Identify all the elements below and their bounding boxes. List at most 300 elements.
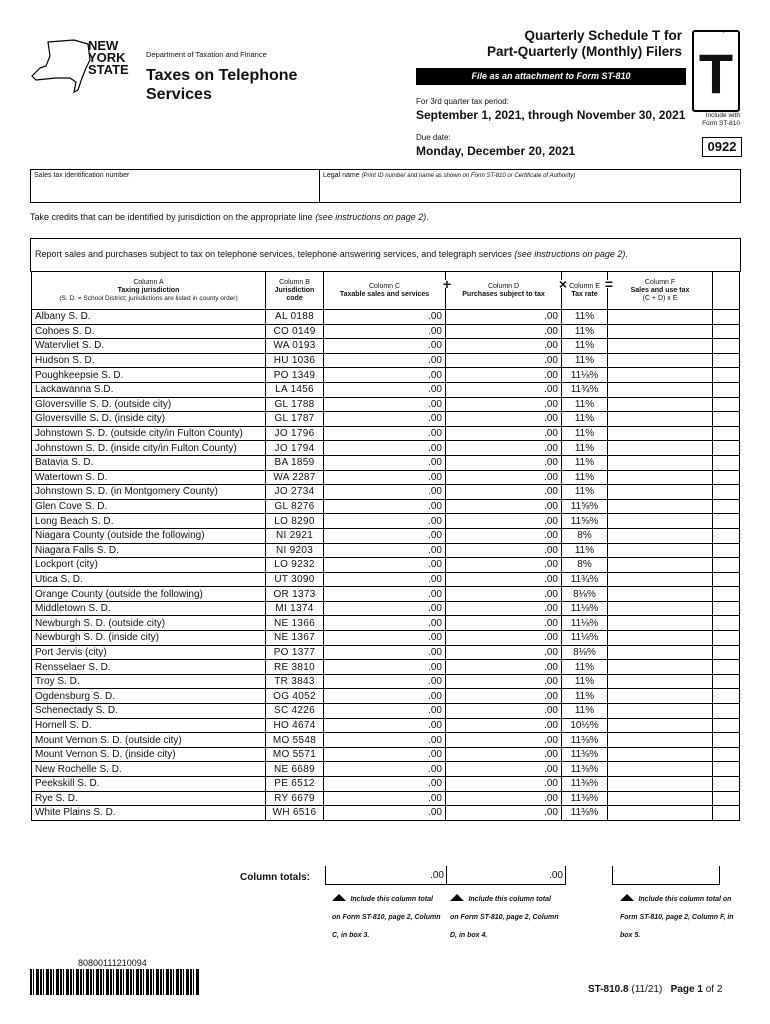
- jurisdiction-code: RY 6679: [266, 791, 324, 806]
- tax-rate: 8%: [562, 528, 608, 543]
- sales-use-tax-field[interactable]: [608, 514, 713, 529]
- form-title-line1: Taxes on Telephone: [146, 67, 298, 84]
- row-spacer: [713, 528, 740, 543]
- sales-use-tax-field[interactable]: [608, 426, 713, 441]
- taxable-sales-field[interactable]: .00: [324, 689, 446, 704]
- total-d-note: Include this column total on Form ST-810, page 2, Column D, in box 4.: [450, 896, 559, 939]
- purchases-field[interactable]: .00: [446, 324, 562, 339]
- table-row: [32, 514, 740, 529]
- taxable-sales-field[interactable]: .00: [324, 718, 446, 733]
- jurisdiction-code: RE 3810: [266, 660, 324, 675]
- jurisdiction-name: Johnstown S. D. (inside city/in Fulton County): [32, 441, 266, 456]
- row-spacer: [713, 733, 740, 748]
- jurisdiction-code: WH 6516: [266, 806, 324, 821]
- taxable-sales-field[interactable]: .00: [324, 631, 446, 646]
- jurisdiction-name: Rensselaer S. D.: [32, 660, 266, 675]
- taxable-sales-field[interactable]: .00: [324, 310, 446, 325]
- taxable-sales-field[interactable]: .00: [324, 339, 446, 354]
- taxable-sales-field[interactable]: .00: [324, 514, 446, 529]
- col-c-header: [324, 272, 451, 310]
- tax-rate: 8⅛%: [562, 587, 608, 602]
- jurisdiction-name: Hudson S. D.: [32, 353, 266, 368]
- jurisdiction-code: MO 5571: [266, 747, 324, 762]
- sales-use-tax-field[interactable]: [608, 601, 713, 616]
- sales-use-tax-field[interactable]: [608, 689, 713, 704]
- purchases-field[interactable]: .00: [446, 616, 562, 631]
- taxable-sales-field[interactable]: .00: [324, 645, 446, 660]
- sales-use-tax-field[interactable]: [608, 616, 713, 631]
- column-totals-label: Column totals:: [240, 872, 310, 883]
- tax-rate: 11⅜%: [562, 806, 608, 821]
- taxable-sales-field[interactable]: .00: [324, 747, 446, 762]
- jurisdiction-code: JO 1796: [266, 426, 324, 441]
- jurisdiction-table: [31, 271, 740, 821]
- purchases-field[interactable]: .00: [446, 485, 562, 500]
- taxable-sales-field[interactable]: .00: [324, 777, 446, 792]
- purchases-field[interactable]: .00: [446, 455, 562, 470]
- table-row: [32, 733, 740, 748]
- jurisdiction-name: Ogdensburg S. D.: [32, 689, 266, 704]
- row-spacer: [713, 762, 740, 777]
- purchases-field[interactable]: .00: [446, 791, 562, 806]
- jurisdiction-name: Johnstown S. D. (outside city/in Fulton County): [32, 426, 266, 441]
- jurisdiction-name: Hornell S. D.: [32, 718, 266, 733]
- row-spacer: [713, 382, 740, 397]
- tax-rate: 11%: [562, 412, 608, 427]
- purchases-field[interactable]: .00: [446, 601, 562, 616]
- jurisdiction-name: Orange County (outside the following): [32, 587, 266, 602]
- total-c-note-block: [332, 888, 442, 942]
- table-row: [32, 704, 740, 719]
- tax-rate: 11%: [562, 426, 608, 441]
- jurisdiction-name: Middletown S. D.: [32, 601, 266, 616]
- col-e-sub: Tax rate: [571, 290, 598, 298]
- sales-use-tax-field[interactable]: [608, 470, 713, 485]
- col-g-header: [713, 272, 740, 310]
- total-c-note: Include this column total on Form ST-810, page 2, Column C, in box 3.: [332, 896, 441, 939]
- sales-use-tax-field[interactable]: [608, 324, 713, 339]
- purchases-field[interactable]: .00: [446, 470, 562, 485]
- sales-use-tax-field[interactable]: [608, 441, 713, 456]
- jurisdiction-code: CO 0149: [266, 324, 324, 339]
- jurisdiction-code: WA 0193: [266, 339, 324, 354]
- logo-new: NEW: [88, 38, 119, 53]
- schedule-letter-box: [692, 30, 740, 112]
- row-spacer: [713, 310, 740, 325]
- jurisdiction-name: Newburgh S. D. (inside city): [32, 631, 266, 646]
- jurisdiction-code: LO 9232: [266, 558, 324, 573]
- tax-rate: 11%: [562, 543, 608, 558]
- taxable-sales-field[interactable]: .00: [324, 455, 446, 470]
- total-c-field[interactable]: [325, 866, 447, 885]
- sales-use-tax-field[interactable]: [608, 718, 713, 733]
- jurisdiction-name: Long Beach S. D.: [32, 514, 266, 529]
- jurisdiction-code: JO 1794: [266, 441, 324, 456]
- sales-use-tax-field[interactable]: [608, 353, 713, 368]
- total-f-note: Include this column total on Form ST-810, page 2, Column F, in box 5.: [620, 896, 734, 939]
- jurisdiction-code: NE 1367: [266, 631, 324, 646]
- jurisdiction-code: MO 5548: [266, 733, 324, 748]
- sales-use-tax-field[interactable]: [608, 791, 713, 806]
- jurisdiction-name: Cohoes S. D.: [32, 324, 266, 339]
- footer-form-id: ST-810.8: [588, 984, 629, 995]
- sales-use-tax-field[interactable]: [608, 631, 713, 646]
- table-row: [32, 353, 740, 368]
- taxable-sales-field[interactable]: .00: [324, 324, 446, 339]
- taxable-sales-field[interactable]: .00: [324, 397, 446, 412]
- report-note-box: Report sales and purchases subject to tax on telephone services, telephone answering services, and telegraph services (see instructions on page 2).: [30, 238, 741, 272]
- sales-use-tax-field[interactable]: [608, 499, 713, 514]
- jurisdiction-code: PO 1377: [266, 645, 324, 660]
- jurisdiction-name: Gloversville S. D. (inside city): [32, 412, 266, 427]
- logo-state: STATE: [88, 62, 129, 77]
- purchases-field[interactable]: .00: [446, 587, 562, 602]
- tax-rate: 8%: [562, 558, 608, 573]
- table-row: [32, 426, 740, 441]
- taxable-sales-field[interactable]: .00: [324, 791, 446, 806]
- sales-tax-id-field[interactable]: [30, 169, 320, 203]
- col-a-header: [32, 272, 266, 310]
- tax-rate: 11⅝%: [562, 499, 608, 514]
- col-a-sub: Taxing jurisdiction: [117, 286, 180, 294]
- sales-use-tax-field[interactable]: [608, 747, 713, 762]
- total-d-field[interactable]: [446, 866, 566, 885]
- table-row: [32, 631, 740, 646]
- tax-rate: 11%: [562, 353, 608, 368]
- jurisdiction-name: Schenectady S. D.: [32, 704, 266, 719]
- tax-rate: 11%: [562, 704, 608, 719]
- table-row: [32, 587, 740, 602]
- jurisdiction-code: BA 1859: [266, 455, 324, 470]
- purchases-field[interactable]: .00: [446, 674, 562, 689]
- nys-logo: [30, 38, 140, 94]
- jurisdiction-code: HO 4674: [266, 718, 324, 733]
- taxable-sales-field[interactable]: .00: [324, 674, 446, 689]
- row-spacer: [713, 499, 740, 514]
- table-row: [32, 441, 740, 456]
- purchases-field[interactable]: .00: [446, 543, 562, 558]
- sales-use-tax-field[interactable]: [608, 528, 713, 543]
- purchases-field[interactable]: .00: [446, 339, 562, 354]
- taxable-sales-field[interactable]: .00: [324, 441, 446, 456]
- tax-rate: 11⅜%: [562, 762, 608, 777]
- due-date: Monday, December 20, 2021: [416, 144, 576, 158]
- purchases-field[interactable]: .00: [446, 499, 562, 514]
- purchases-field[interactable]: .00: [446, 382, 562, 397]
- total-c-value: .00: [430, 870, 444, 881]
- taxable-sales-field[interactable]: .00: [324, 382, 446, 397]
- jurisdiction-name: White Plains S. D.: [32, 806, 266, 821]
- col-f-sub2: (C + D) x E: [642, 294, 678, 302]
- legal-name-field[interactable]: [319, 169, 741, 203]
- row-spacer: [713, 572, 740, 587]
- row-spacer: [713, 558, 740, 573]
- purchases-field[interactable]: .00: [446, 310, 562, 325]
- table-row: [32, 485, 740, 500]
- purchases-field[interactable]: .00: [446, 558, 562, 573]
- tax-rate: 11¾%: [562, 572, 608, 587]
- row-spacer: [713, 718, 740, 733]
- schedule-title-line2: Part-Quarterly (Monthly) Filers: [486, 44, 682, 59]
- sales-use-tax-field[interactable]: [608, 397, 713, 412]
- table-row: [32, 645, 740, 660]
- table-row: [32, 791, 740, 806]
- jurisdiction-name: Watervliet S. D.: [32, 339, 266, 354]
- purchases-field[interactable]: .00: [446, 777, 562, 792]
- jurisdiction-code: HU 1036: [266, 353, 324, 368]
- form-title-line2: Services: [146, 86, 212, 103]
- row-spacer: [713, 441, 740, 456]
- due-date-label: Due date:: [416, 133, 451, 142]
- row-spacer: [713, 455, 740, 470]
- credits-note: Take credits that can be identified by jurisdiction on the appropriate line: [30, 212, 313, 222]
- taxable-sales-field[interactable]: .00: [324, 412, 446, 427]
- col-b-sub2: code: [286, 294, 303, 302]
- purchases-field[interactable]: .00: [446, 762, 562, 777]
- department-name: Department of Taxation and Finance: [146, 50, 267, 59]
- sales-use-tax-field[interactable]: [608, 645, 713, 660]
- purchases-field[interactable]: .00: [446, 806, 562, 821]
- tax-rate: 11⅜%: [562, 777, 608, 792]
- jurisdiction-name: New Rochelle S. D.: [32, 762, 266, 777]
- sales-use-tax-field[interactable]: [608, 543, 713, 558]
- report-note-ref: (see instructions on page 2): [514, 249, 626, 259]
- purchases-field[interactable]: .00: [446, 645, 562, 660]
- taxable-sales-field[interactable]: .00: [324, 572, 446, 587]
- jurisdiction-code: AL 0188: [266, 310, 324, 325]
- tax-rate: 11⅜%: [562, 733, 608, 748]
- table-row: [32, 558, 740, 573]
- schedule-title-line1: Quarterly Schedule T for: [524, 28, 682, 43]
- tax-rate: 11%: [562, 310, 608, 325]
- col-c-title: Column C: [368, 282, 401, 290]
- tax-rate: 10½%: [562, 718, 608, 733]
- total-d-note-block: [450, 888, 560, 942]
- row-spacer: [713, 645, 740, 660]
- tax-rate: 11⅜%: [562, 747, 608, 762]
- table-row: [32, 660, 740, 675]
- purchases-field[interactable]: .00: [446, 631, 562, 646]
- purchases-field[interactable]: .00: [446, 733, 562, 748]
- jurisdiction-code: NE 6689: [266, 762, 324, 777]
- row-spacer: [713, 674, 740, 689]
- row-spacer: [713, 470, 740, 485]
- jurisdiction-code: NI 2921: [266, 528, 324, 543]
- footer-form-id-block: [588, 984, 722, 995]
- jurisdiction-code: GL 1787: [266, 412, 324, 427]
- row-spacer: [713, 514, 740, 529]
- sales-use-tax-field[interactable]: [608, 382, 713, 397]
- row-spacer: [713, 660, 740, 675]
- period-label: For 3rd quarter tax period:: [416, 97, 509, 106]
- taxable-sales-field[interactable]: .00: [324, 704, 446, 719]
- table-row: [32, 310, 740, 325]
- jurisdiction-name: Newburgh S. D. (outside city): [32, 616, 266, 631]
- equals-operator: =: [604, 276, 613, 292]
- col-b-sub1: Jurisdiction: [274, 286, 315, 294]
- taxable-sales-field[interactable]: .00: [324, 528, 446, 543]
- col-e-title: Column E: [569, 282, 600, 290]
- col-a-note: (S. D. = School District; jurisdictions are listed in county order): [59, 294, 238, 302]
- legal-name-label: Legal name: [323, 172, 360, 179]
- legal-name-note: (Print ID number and name as shown on Form ST-810 or Certificate of Authority): [361, 173, 576, 179]
- tax-rate: 11%: [562, 660, 608, 675]
- jurisdiction-code: UT 3090: [266, 572, 324, 587]
- sales-use-tax-field[interactable]: [608, 762, 713, 777]
- purchases-field[interactable]: .00: [446, 514, 562, 529]
- taxable-sales-field[interactable]: .00: [324, 660, 446, 675]
- jurisdiction-code: WA 2287: [266, 470, 324, 485]
- purchases-field[interactable]: .00: [446, 718, 562, 733]
- taxable-sales-field[interactable]: .00: [324, 368, 446, 383]
- col-b-header: [266, 272, 324, 310]
- row-spacer: [713, 426, 740, 441]
- row-spacer: [713, 412, 740, 427]
- footer-page-of: of 2: [705, 984, 723, 995]
- sales-use-tax-field[interactable]: [608, 485, 713, 500]
- row-spacer: [713, 353, 740, 368]
- jurisdiction-name: Watertown S. D.: [32, 470, 266, 485]
- jurisdiction-name: Batavia S. D.: [32, 455, 266, 470]
- sales-use-tax-field[interactable]: [608, 412, 713, 427]
- taxable-sales-field[interactable]: .00: [324, 601, 446, 616]
- purchases-field[interactable]: .00: [446, 704, 562, 719]
- col-a-title: Column A: [133, 278, 164, 286]
- col-f-sub1: Sales and use tax: [630, 286, 690, 294]
- row-spacer: [713, 485, 740, 500]
- tax-rate: 11%: [562, 470, 608, 485]
- table-row: [32, 455, 740, 470]
- taxable-sales-field[interactable]: .00: [324, 587, 446, 602]
- taxable-sales-field[interactable]: .00: [324, 470, 446, 485]
- table-row: [32, 762, 740, 777]
- taxable-sales-field[interactable]: .00: [324, 762, 446, 777]
- jurisdiction-code: LO 8290: [266, 514, 324, 529]
- purchases-field[interactable]: .00: [446, 689, 562, 704]
- taxable-sales-field[interactable]: .00: [324, 616, 446, 631]
- table-row: [32, 806, 740, 821]
- sales-use-tax-field[interactable]: [608, 777, 713, 792]
- purchases-field[interactable]: .00: [446, 747, 562, 762]
- col-d-header: [446, 272, 567, 310]
- table-row: [32, 397, 740, 412]
- barcode: [30, 969, 200, 995]
- sales-use-tax-field[interactable]: [608, 368, 713, 383]
- sales-use-tax-field[interactable]: [608, 733, 713, 748]
- table-row: [32, 747, 740, 762]
- jurisdiction-code: PO 1349: [266, 368, 324, 383]
- jurisdiction-name: Albany S. D.: [32, 310, 266, 325]
- total-f-field[interactable]: [612, 866, 720, 885]
- table-row: [32, 616, 740, 631]
- taxable-sales-field[interactable]: .00: [324, 353, 446, 368]
- tax-rate: 11%: [562, 485, 608, 500]
- jurisdiction-name: Poughkeepsie S. D.: [32, 368, 266, 383]
- tax-rate: 11⅛%: [562, 616, 608, 631]
- purchases-field[interactable]: .00: [446, 368, 562, 383]
- table-row: [32, 718, 740, 733]
- col-e-header: [562, 272, 613, 310]
- sales-use-tax-field[interactable]: [608, 660, 713, 675]
- taxable-sales-field[interactable]: .00: [324, 426, 446, 441]
- up-arrow-icon: [332, 894, 346, 901]
- purchases-field[interactable]: .00: [446, 353, 562, 368]
- row-spacer: [713, 689, 740, 704]
- col-f-header: [608, 272, 713, 310]
- tax-rate: 11⅛%: [562, 601, 608, 616]
- sales-use-tax-field[interactable]: [608, 806, 713, 821]
- row-spacer: [713, 806, 740, 821]
- purchases-field[interactable]: .00: [446, 441, 562, 456]
- include-form-label: Form ST-810: [702, 120, 740, 127]
- table-row: [32, 368, 740, 383]
- table-row: [32, 324, 740, 339]
- row-spacer: [713, 747, 740, 762]
- sales-use-tax-field[interactable]: [608, 674, 713, 689]
- table-row: [32, 674, 740, 689]
- credits-note-ref: (see instructions on page 2): [315, 212, 427, 222]
- jurisdiction-code: TR 3843: [266, 674, 324, 689]
- jurisdiction-code: JO 2734: [266, 485, 324, 500]
- purchases-field[interactable]: .00: [446, 426, 562, 441]
- jurisdiction-name: Mount Vernon S. D. (inside city): [32, 747, 266, 762]
- row-spacer: [713, 631, 740, 646]
- purchases-field[interactable]: .00: [446, 397, 562, 412]
- attachment-bar: File as an attachment to Form ST-810: [416, 68, 686, 85]
- purchases-field[interactable]: .00: [446, 660, 562, 675]
- row-spacer: [713, 324, 740, 339]
- sales-tax-id-label: Sales tax identification number: [34, 172, 130, 179]
- sales-use-tax-field[interactable]: [608, 572, 713, 587]
- taxable-sales-field[interactable]: .00: [324, 543, 446, 558]
- times-operator: ×: [558, 276, 567, 292]
- sales-use-tax-field[interactable]: [608, 558, 713, 573]
- jurisdiction-code: OR 1373: [266, 587, 324, 602]
- jurisdiction-code: NI 9203: [266, 543, 324, 558]
- jurisdiction-name: Glen Cove S. D.: [32, 499, 266, 514]
- sales-use-tax-field[interactable]: [608, 310, 713, 325]
- row-spacer: [713, 704, 740, 719]
- row-spacer: [713, 791, 740, 806]
- jurisdiction-code: OG 4052: [266, 689, 324, 704]
- jurisdiction-name: Mount Vernon S. D. (outside city): [32, 733, 266, 748]
- sales-use-tax-field[interactable]: [608, 587, 713, 602]
- form-code: 0922: [702, 137, 742, 157]
- nys-map-icon: [30, 38, 94, 94]
- taxable-sales-field[interactable]: .00: [324, 558, 446, 573]
- jurisdiction-code: LA 1456: [266, 382, 324, 397]
- jurisdiction-code: MI 1374: [266, 601, 324, 616]
- col-f-title: Column F: [644, 278, 676, 286]
- jurisdiction-name: Utica S. D.: [32, 572, 266, 587]
- table-row: [32, 339, 740, 354]
- taxable-sales-field[interactable]: .00: [324, 733, 446, 748]
- purchases-field[interactable]: .00: [446, 572, 562, 587]
- taxable-sales-field[interactable]: .00: [324, 485, 446, 500]
- row-spacer: [713, 601, 740, 616]
- sales-use-tax-field[interactable]: [608, 455, 713, 470]
- table-row: [32, 777, 740, 792]
- purchases-field[interactable]: .00: [446, 412, 562, 427]
- purchases-field[interactable]: .00: [446, 528, 562, 543]
- jurisdiction-name: Troy S. D.: [32, 674, 266, 689]
- barcode-number: 80800111210094: [78, 958, 147, 968]
- taxable-sales-field[interactable]: .00: [324, 806, 446, 821]
- sales-use-tax-field[interactable]: [608, 704, 713, 719]
- up-arrow-icon: [450, 894, 464, 901]
- sales-use-tax-field[interactable]: [608, 339, 713, 354]
- taxable-sales-field[interactable]: .00: [324, 499, 446, 514]
